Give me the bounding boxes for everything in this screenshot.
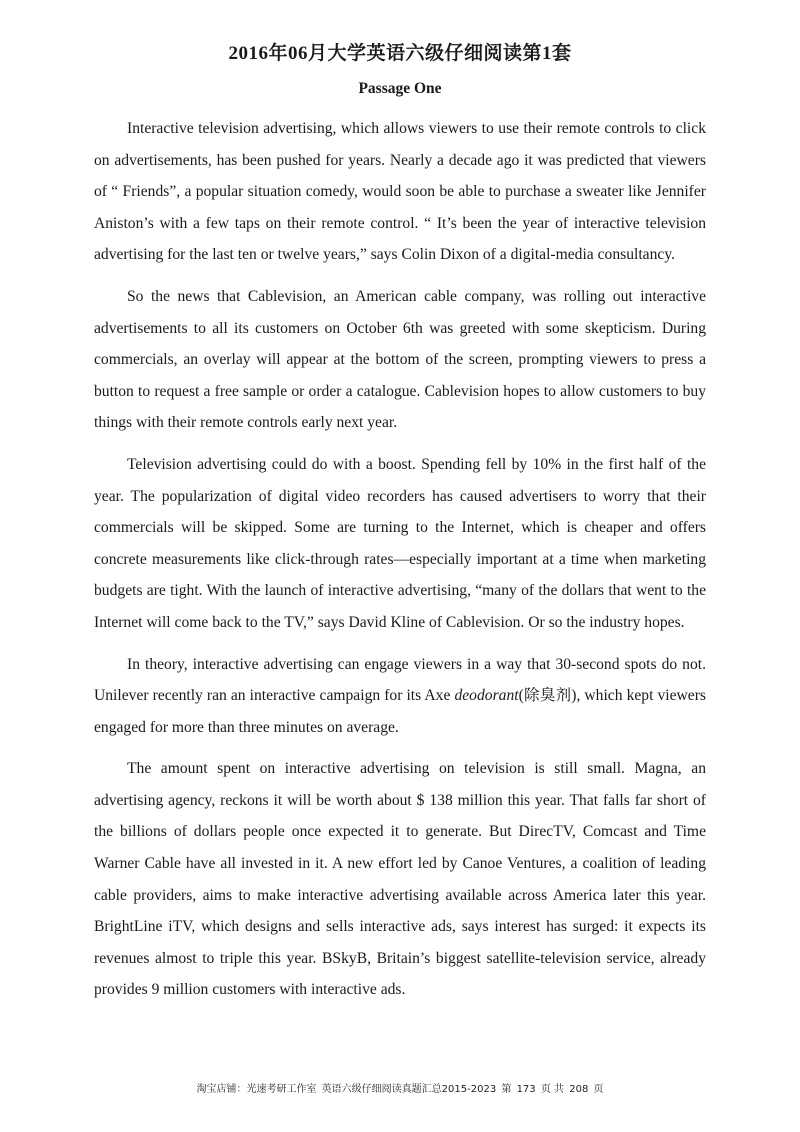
- paragraph-3: Television advertising could do with a boost. Spending fell by 10% in the first half of the year. The popularization of digital video recorders has caused advertisers to worry that their commercials will be skipped. Some are turning to the Internet, which is cheaper and offers concrete measurements like click-through rates—especially important at a time when marketing budgets are tight. With the launch of interactive advertising, “many of the dollars that went to the Internet will come back to the TV,” says David Kline of Cablevision. Or so the industry hopes.: [94, 455, 706, 631]
- footer-page-mid: 页 共: [540, 1084, 565, 1095]
- paragraph-2: So the news that Cablevision, an American cable company, was rolling out interactive advertisements to all its customers on October 6th was greeted with some skepticism. During commercials, an overlay will appear at the bottom of the screen, prompting viewers to press a button to request a free sample or order a catalogue. Cablevision hopes to allow customers to buy things with their remote controls early next year.: [94, 287, 706, 432]
- page-footer: [0, 1080, 800, 1095]
- paragraph-1: Interactive television advertising, which allows viewers to use their remote controls to click on advertisements, has been pushed for years. Nearly a decade ago it was predicted that viewers of “ Friends”, a popular situation comedy, would soon be able to purchase a sweater like Jennifer Aniston’s with a few taps on their remote control. “ It’s been the year of interactive television advertising for the last ten or twelve years,” says Colin Dixon of a digital-media consultancy.: [94, 120, 706, 264]
- footer-collection: 英语六级仔细阅读真题汇总2015-2023: [321, 1084, 497, 1095]
- page-title: 2016年06月大学英语六级仔细阅读第1套: [228, 43, 572, 64]
- footer-page-prefix: 第: [501, 1084, 512, 1095]
- passage-heading: Passage One: [358, 80, 442, 97]
- glossed-term: deodorant: [454, 687, 519, 705]
- passage-body: [94, 113, 706, 1016]
- paragraph-4-before: In theory, interactive advertising can engage viewers in a way that 30-second spots do not. Unilever recently ran an interactive campaign for its Axe: [94, 655, 706, 705]
- footer-page-current: 173: [516, 1084, 536, 1095]
- paragraph-5: The amount spent on interactive advertising on television is still small. Magna, an advertising agency, reckons it will be worth about $ 138 million this year. That falls far short of the billions of dollars people once expected it to generate. But DirecTV, Comcast and Time Warner Cable have all invested in it. A new effort led by Canoe Ventures, a coalition of leading cable providers, aims to make interactive advertising available across America later this year. BrightLine iTV, which designs and sells interactive ads, says interest has surged: it expects its revenues almost to triple this year. BSkyB, Britain’s biggest satellite-television service, already provides 9 million customers with interactive ads.: [94, 760, 706, 999]
- footer-shop: 淘宝店铺：光速考研工作室: [196, 1084, 317, 1095]
- term-gloss: (除臭剂): [518, 687, 577, 705]
- footer-page-total: 208: [569, 1084, 589, 1095]
- footer-page-suffix: 页: [593, 1084, 604, 1095]
- paragraph-4: [94, 649, 706, 744]
- paragraph-4-after: , which kept viewers engaged for more than three minutes on average.: [94, 687, 706, 736]
